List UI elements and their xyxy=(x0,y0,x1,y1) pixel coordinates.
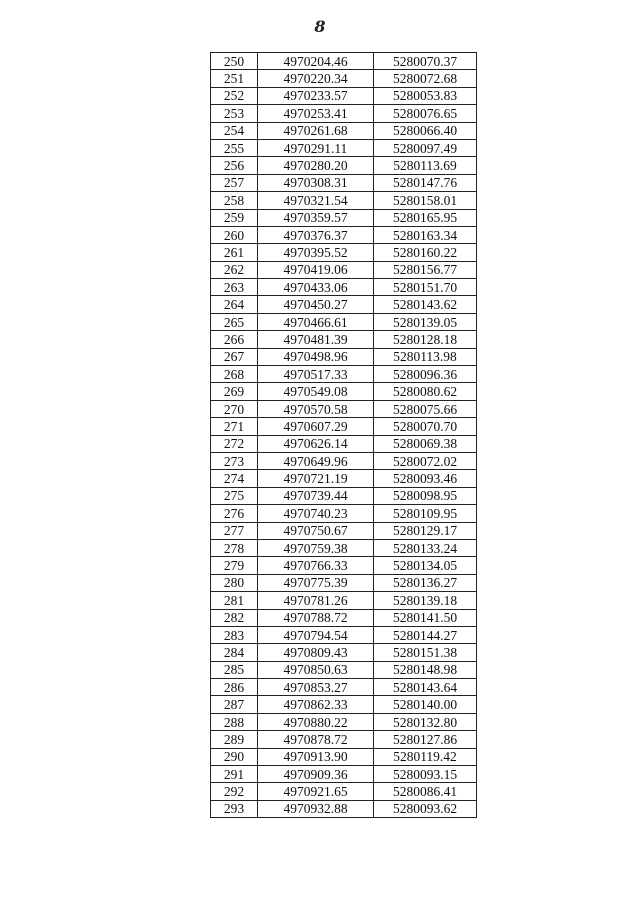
table-row xyxy=(211,592,477,609)
x-coordinate-cell: 4970321.54 xyxy=(258,192,374,209)
y-coordinate-cell: 5280075.66 xyxy=(374,400,477,417)
y-coordinate-cell: 5280136.27 xyxy=(374,574,477,591)
y-coordinate-cell: 5280143.64 xyxy=(374,679,477,696)
x-coordinate-cell: 4970740.23 xyxy=(258,505,374,522)
x-coordinate-cell: 4970913.90 xyxy=(258,748,374,765)
point-number-cell: 266 xyxy=(211,331,258,348)
y-coordinate-cell: 5280128.18 xyxy=(374,331,477,348)
y-coordinate-cell: 5280141.50 xyxy=(374,609,477,626)
point-number-cell: 265 xyxy=(211,313,258,330)
point-number-cell: 280 xyxy=(211,574,258,591)
point-number-cell: 254 xyxy=(211,122,258,139)
x-coordinate-cell: 4970775.39 xyxy=(258,574,374,591)
table-row xyxy=(211,105,477,122)
y-coordinate-cell: 5280132.80 xyxy=(374,713,477,730)
table-row xyxy=(211,505,477,522)
x-coordinate-cell: 4970498.96 xyxy=(258,348,374,365)
y-coordinate-cell: 5280072.68 xyxy=(374,70,477,87)
table-row xyxy=(211,366,477,383)
x-coordinate-cell: 4970233.57 xyxy=(258,87,374,104)
table-row xyxy=(211,626,477,643)
x-coordinate-cell: 4970308.31 xyxy=(258,174,374,191)
x-coordinate-cell: 4970750.67 xyxy=(258,522,374,539)
table-row xyxy=(211,644,477,661)
point-number-cell: 279 xyxy=(211,557,258,574)
point-number-cell: 267 xyxy=(211,348,258,365)
table-row xyxy=(211,244,477,261)
table-row xyxy=(211,157,477,174)
point-number-cell: 272 xyxy=(211,435,258,452)
point-number-cell: 288 xyxy=(211,713,258,730)
y-coordinate-cell: 5280096.36 xyxy=(374,366,477,383)
x-coordinate-cell: 4970794.54 xyxy=(258,626,374,643)
x-coordinate-cell: 4970395.52 xyxy=(258,244,374,261)
x-coordinate-cell: 4970450.27 xyxy=(258,296,374,313)
x-coordinate-cell: 4970466.61 xyxy=(258,313,374,330)
table-row xyxy=(211,766,477,783)
point-number-cell: 262 xyxy=(211,261,258,278)
table-row xyxy=(211,70,477,87)
page-number: 8 xyxy=(314,17,326,36)
table-row xyxy=(211,139,477,156)
point-number-cell: 287 xyxy=(211,696,258,713)
coordinates-table xyxy=(210,52,477,818)
y-coordinate-cell: 5280086.41 xyxy=(374,783,477,800)
table-row xyxy=(211,731,477,748)
table-row xyxy=(211,87,477,104)
y-coordinate-cell: 5280165.95 xyxy=(374,209,477,226)
coordinates-table-body xyxy=(211,53,477,818)
x-coordinate-cell: 4970253.41 xyxy=(258,105,374,122)
y-coordinate-cell: 5280151.38 xyxy=(374,644,477,661)
point-number-cell: 283 xyxy=(211,626,258,643)
x-coordinate-cell: 4970549.08 xyxy=(258,383,374,400)
table-row xyxy=(211,261,477,278)
table-row xyxy=(211,800,477,817)
point-number-cell: 269 xyxy=(211,383,258,400)
point-number-cell: 276 xyxy=(211,505,258,522)
y-coordinate-cell: 5280098.95 xyxy=(374,487,477,504)
y-coordinate-cell: 5280139.05 xyxy=(374,313,477,330)
y-coordinate-cell: 5280066.40 xyxy=(374,122,477,139)
y-coordinate-cell: 5280113.98 xyxy=(374,348,477,365)
point-number-cell: 264 xyxy=(211,296,258,313)
x-coordinate-cell: 4970261.68 xyxy=(258,122,374,139)
table-row xyxy=(211,296,477,313)
table-row xyxy=(211,487,477,504)
y-coordinate-cell: 5280158.01 xyxy=(374,192,477,209)
y-coordinate-cell: 5280093.46 xyxy=(374,470,477,487)
table-row xyxy=(211,539,477,556)
table-row xyxy=(211,122,477,139)
point-number-cell: 259 xyxy=(211,209,258,226)
y-coordinate-cell: 5280072.02 xyxy=(374,452,477,469)
x-coordinate-cell: 4970781.26 xyxy=(258,592,374,609)
y-coordinate-cell: 5280127.86 xyxy=(374,731,477,748)
y-coordinate-cell: 5280093.62 xyxy=(374,800,477,817)
x-coordinate-cell: 4970376.37 xyxy=(258,226,374,243)
point-number-cell: 291 xyxy=(211,766,258,783)
x-coordinate-cell: 4970626.14 xyxy=(258,435,374,452)
y-coordinate-cell: 5280129.17 xyxy=(374,522,477,539)
y-coordinate-cell: 5280134.05 xyxy=(374,557,477,574)
x-coordinate-cell: 4970759.38 xyxy=(258,539,374,556)
x-coordinate-cell: 4970850.63 xyxy=(258,661,374,678)
table-row xyxy=(211,400,477,417)
x-coordinate-cell: 4970739.44 xyxy=(258,487,374,504)
x-coordinate-cell: 4970517.33 xyxy=(258,366,374,383)
table-row xyxy=(211,470,477,487)
x-coordinate-cell: 4970862.33 xyxy=(258,696,374,713)
x-coordinate-cell: 4970909.36 xyxy=(258,766,374,783)
x-coordinate-cell: 4970607.29 xyxy=(258,418,374,435)
y-coordinate-cell: 5280143.62 xyxy=(374,296,477,313)
x-coordinate-cell: 4970853.27 xyxy=(258,679,374,696)
point-number-cell: 251 xyxy=(211,70,258,87)
x-coordinate-cell: 4970721.19 xyxy=(258,470,374,487)
point-number-cell: 292 xyxy=(211,783,258,800)
table-row xyxy=(211,348,477,365)
point-number-cell: 270 xyxy=(211,400,258,417)
x-coordinate-cell: 4970649.96 xyxy=(258,452,374,469)
point-number-cell: 281 xyxy=(211,592,258,609)
x-coordinate-cell: 4970291.11 xyxy=(258,139,374,156)
point-number-cell: 275 xyxy=(211,487,258,504)
y-coordinate-cell: 5280160.22 xyxy=(374,244,477,261)
point-number-cell: 253 xyxy=(211,105,258,122)
table-row xyxy=(211,383,477,400)
x-coordinate-cell: 4970878.72 xyxy=(258,731,374,748)
x-coordinate-cell: 4970481.39 xyxy=(258,331,374,348)
table-row xyxy=(211,522,477,539)
table-row xyxy=(211,557,477,574)
table-row xyxy=(211,713,477,730)
y-coordinate-cell: 5280109.95 xyxy=(374,505,477,522)
table-row xyxy=(211,226,477,243)
point-number-cell: 257 xyxy=(211,174,258,191)
point-number-cell: 293 xyxy=(211,800,258,817)
point-number-cell: 260 xyxy=(211,226,258,243)
x-coordinate-cell: 4970932.88 xyxy=(258,800,374,817)
table-row xyxy=(211,192,477,209)
table-row xyxy=(211,53,477,70)
point-number-cell: 258 xyxy=(211,192,258,209)
x-coordinate-cell: 4970809.43 xyxy=(258,644,374,661)
table-row xyxy=(211,609,477,626)
y-coordinate-cell: 5280113.69 xyxy=(374,157,477,174)
y-coordinate-cell: 5280147.76 xyxy=(374,174,477,191)
x-coordinate-cell: 4970766.33 xyxy=(258,557,374,574)
point-number-cell: 285 xyxy=(211,661,258,678)
y-coordinate-cell: 5280097.49 xyxy=(374,139,477,156)
table-row xyxy=(211,279,477,296)
point-number-cell: 282 xyxy=(211,609,258,626)
y-coordinate-cell: 5280144.27 xyxy=(374,626,477,643)
point-number-cell: 278 xyxy=(211,539,258,556)
point-number-cell: 268 xyxy=(211,366,258,383)
point-number-cell: 274 xyxy=(211,470,258,487)
y-coordinate-cell: 5280093.15 xyxy=(374,766,477,783)
point-number-cell: 284 xyxy=(211,644,258,661)
y-coordinate-cell: 5280151.70 xyxy=(374,279,477,296)
y-coordinate-cell: 5280076.65 xyxy=(374,105,477,122)
y-coordinate-cell: 5280156.77 xyxy=(374,261,477,278)
y-coordinate-cell: 5280133.24 xyxy=(374,539,477,556)
y-coordinate-cell: 5280080.62 xyxy=(374,383,477,400)
table-row xyxy=(211,748,477,765)
y-coordinate-cell: 5280148.98 xyxy=(374,661,477,678)
x-coordinate-cell: 4970788.72 xyxy=(258,609,374,626)
table-row xyxy=(211,574,477,591)
y-coordinate-cell: 5280053.83 xyxy=(374,87,477,104)
y-coordinate-cell: 5280163.34 xyxy=(374,226,477,243)
point-number-cell: 263 xyxy=(211,279,258,296)
point-number-cell: 289 xyxy=(211,731,258,748)
point-number-cell: 261 xyxy=(211,244,258,261)
x-coordinate-cell: 4970359.57 xyxy=(258,209,374,226)
y-coordinate-cell: 5280070.70 xyxy=(374,418,477,435)
x-coordinate-cell: 4970280.20 xyxy=(258,157,374,174)
point-number-cell: 290 xyxy=(211,748,258,765)
x-coordinate-cell: 4970880.22 xyxy=(258,713,374,730)
table-row xyxy=(211,435,477,452)
table-row xyxy=(211,313,477,330)
point-number-cell: 271 xyxy=(211,418,258,435)
x-coordinate-cell: 4970570.58 xyxy=(258,400,374,417)
x-coordinate-cell: 4970921.65 xyxy=(258,783,374,800)
table-row xyxy=(211,661,477,678)
x-coordinate-cell: 4970204.46 xyxy=(258,53,374,70)
point-number-cell: 256 xyxy=(211,157,258,174)
point-number-cell: 286 xyxy=(211,679,258,696)
y-coordinate-cell: 5280070.37 xyxy=(374,53,477,70)
point-number-cell: 250 xyxy=(211,53,258,70)
point-number-cell: 277 xyxy=(211,522,258,539)
x-coordinate-cell: 4970419.06 xyxy=(258,261,374,278)
y-coordinate-cell: 5280140.00 xyxy=(374,696,477,713)
table-row xyxy=(211,209,477,226)
table-row xyxy=(211,331,477,348)
x-coordinate-cell: 4970433.06 xyxy=(258,279,374,296)
y-coordinate-cell: 5280069.38 xyxy=(374,435,477,452)
point-number-cell: 273 xyxy=(211,452,258,469)
x-coordinate-cell: 4970220.34 xyxy=(258,70,374,87)
table-row xyxy=(211,174,477,191)
point-number-cell: 255 xyxy=(211,139,258,156)
table-row xyxy=(211,418,477,435)
table-row xyxy=(211,696,477,713)
table-row xyxy=(211,679,477,696)
y-coordinate-cell: 5280139.18 xyxy=(374,592,477,609)
y-coordinate-cell: 5280119.42 xyxy=(374,748,477,765)
point-number-cell: 252 xyxy=(211,87,258,104)
table-row xyxy=(211,452,477,469)
table-row xyxy=(211,783,477,800)
